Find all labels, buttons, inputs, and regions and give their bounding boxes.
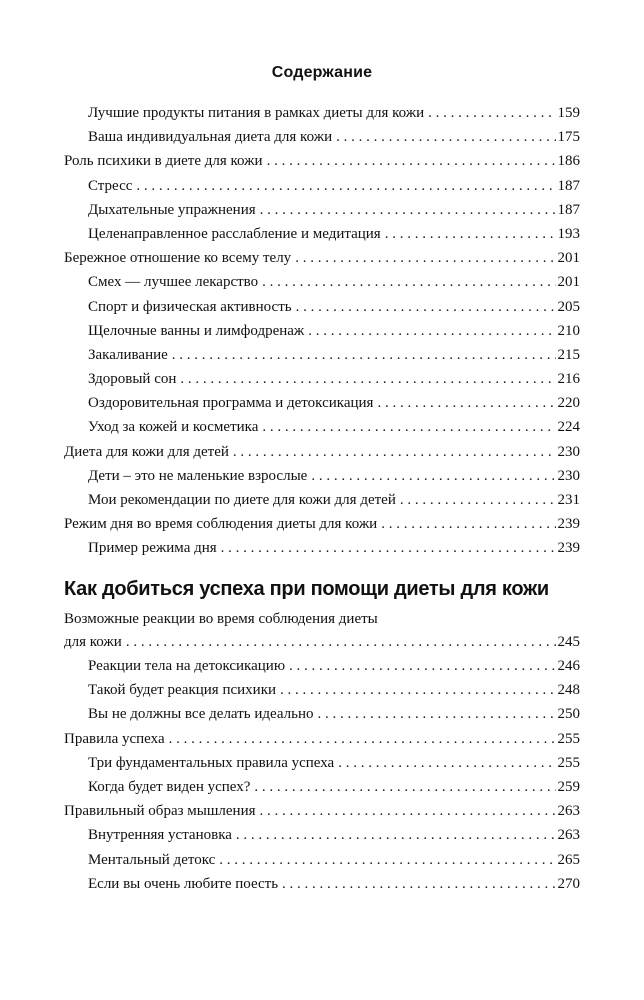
- toc-entry[interactable]: [64, 149, 580, 173]
- dot-leader: [219, 848, 555, 872]
- toc-entry-page: 255: [557, 754, 580, 771]
- toc-entry[interactable]: [64, 222, 580, 246]
- toc-entry-title: Бережное отношение ко всему телу: [64, 250, 292, 267]
- section-heading: Как добиться успеха при помощи диеты для кожи: [64, 578, 549, 600]
- toc-entry-page: 159: [557, 105, 580, 121]
- dot-leader: [126, 630, 556, 654]
- dot-leader: [400, 488, 556, 512]
- toc-list-part1: [64, 101, 580, 561]
- toc-entry-title: Дети – это не маленькие взрослые: [88, 467, 308, 484]
- dot-leader: [280, 678, 555, 702]
- toc-entry-title: Смех — лучшее лекарство: [88, 274, 259, 291]
- toc-entry-page: 210: [557, 322, 580, 339]
- dot-leader: [282, 872, 555, 896]
- dot-leader: [254, 775, 555, 799]
- toc-entry-page: 250: [557, 706, 580, 723]
- dot-leader: [262, 415, 555, 439]
- toc-entry-title: Спорт и физическая активность: [88, 298, 292, 315]
- toc-entry-page: 186: [557, 153, 580, 170]
- toc-entry[interactable]: [64, 415, 580, 439]
- dot-leader: [295, 246, 555, 270]
- toc-entry[interactable]: [64, 512, 580, 536]
- toc-entry-page: 265: [557, 851, 580, 868]
- toc-entry[interactable]: [64, 270, 580, 294]
- toc-entry-title: Дыхательные упражнения: [88, 201, 256, 218]
- toc-entry-page: 220: [557, 395, 580, 412]
- toc-entry-title: Уход за кожей и косметика: [88, 419, 259, 436]
- toc-entry[interactable]: [64, 823, 580, 847]
- toc-list-part2: [64, 608, 580, 896]
- toc-entry[interactable]: [64, 678, 580, 702]
- toc-entry-title: Три фундаментальных правила успеха: [88, 754, 335, 771]
- toc-entry-title: Мои рекомендации по диете для кожи для детей: [88, 492, 396, 508]
- toc-entry-page: 187: [557, 177, 580, 194]
- toc-entry-page: 187: [557, 201, 580, 218]
- dot-leader: [381, 512, 555, 536]
- toc-entry-page: 201: [557, 250, 580, 267]
- toc-entry-title: Пример режима дня: [88, 540, 217, 557]
- dot-leader: [221, 536, 556, 560]
- toc-entry-page: 245: [557, 634, 580, 650]
- toc-entry[interactable]: [64, 440, 580, 464]
- toc-entry-page: 193: [557, 225, 580, 242]
- toc-entry[interactable]: [64, 751, 580, 775]
- toc-entry-page: 263: [557, 827, 580, 844]
- dot-leader: [136, 174, 555, 198]
- toc-entry[interactable]: [64, 464, 580, 488]
- toc-entry-title-line1: Возможные реакции во время соблюдения диеты: [64, 611, 378, 627]
- dot-leader: [317, 702, 555, 726]
- toc-entry[interactable]: [64, 343, 580, 367]
- dot-leader: [428, 101, 555, 125]
- toc-entry[interactable]: [64, 198, 580, 222]
- toc-entry-title: Здоровый сон: [88, 371, 177, 388]
- dot-leader: [236, 823, 556, 847]
- toc-entry-title: Когда будет виден успех?: [88, 778, 251, 795]
- toc-entry-title: Реакции тела на детоксикацию: [88, 658, 286, 674]
- toc-entry[interactable]: [64, 654, 580, 678]
- toc-entry-page: 201: [557, 274, 580, 291]
- toc-entry-title: Целенаправленное расслабление и медитация: [88, 225, 381, 242]
- dot-leader: [336, 125, 555, 149]
- page-header-title: Содержание: [271, 64, 373, 81]
- toc-entry-title: Оздоровительная программа и детоксикация: [88, 395, 374, 412]
- dot-leader: [267, 149, 556, 173]
- toc-entry-title: Внутренняя установка: [88, 827, 232, 844]
- dot-leader: [308, 319, 555, 343]
- toc-entry-title: Щелочные ванны и лимфодренаж: [88, 322, 305, 339]
- toc-entry[interactable]: [64, 319, 580, 343]
- dot-leader: [385, 222, 556, 246]
- toc-entry[interactable]: [64, 488, 580, 512]
- toc-entry-page: 230: [557, 467, 580, 484]
- toc-entry-title: Роль психики в диете для кожи: [64, 153, 263, 170]
- toc-entry-page: 205: [557, 298, 580, 315]
- toc-entry-page: 230: [557, 443, 580, 460]
- toc-entry[interactable]: [64, 391, 580, 415]
- toc-entry[interactable]: [64, 536, 580, 560]
- dot-leader: [169, 727, 556, 751]
- toc-entry[interactable]: [64, 246, 580, 270]
- toc-entry[interactable]: [64, 101, 580, 125]
- toc-entry[interactable]: [64, 125, 580, 149]
- toc-entry-page: 263: [557, 803, 580, 820]
- toc-entry[interactable]: [64, 799, 580, 823]
- toc-entry[interactable]: [64, 608, 580, 654]
- toc-entry-page: 239: [557, 540, 580, 557]
- dot-leader: [260, 198, 556, 222]
- dot-leader: [172, 343, 556, 367]
- toc-entry-page: 248: [557, 682, 580, 699]
- toc-entry-title: Правила успеха: [64, 730, 165, 747]
- toc-entry-page: 239: [557, 516, 580, 533]
- dot-leader: [377, 391, 555, 415]
- toc-entry[interactable]: [64, 872, 580, 896]
- toc-entry-title: Ментальный детокс: [88, 851, 216, 868]
- dot-leader: [233, 440, 556, 464]
- toc-entry-page: 270: [557, 875, 580, 892]
- toc-entry-page: 246: [557, 658, 580, 674]
- dot-leader: [296, 295, 556, 319]
- toc-entry-title: Ваша индивидуальная диета для кожи: [88, 129, 333, 146]
- toc-entry-title: Правильный образ мышления: [64, 803, 256, 820]
- toc-entry-title: Стресс: [88, 177, 133, 194]
- toc-entry-page: 224: [557, 419, 580, 436]
- toc-entry-title: Закаливание: [88, 346, 168, 363]
- toc-entry-page: 259: [557, 778, 580, 795]
- toc-entry-title: Если вы очень любите поесть: [88, 875, 279, 892]
- toc-entry[interactable]: [64, 295, 580, 319]
- toc-entry-title: Режим дня во время соблюдения диеты для кожи: [64, 516, 378, 533]
- toc-entry[interactable]: [64, 775, 580, 799]
- toc-entry-title: Вы не должны все делать идеально: [88, 706, 314, 723]
- toc-entry-title: Такой будет реакция психики: [88, 682, 277, 699]
- toc-entry-page: 216: [557, 371, 580, 388]
- dot-leader: [260, 799, 556, 823]
- toc-entry-title: Диета для кожи для детей: [64, 443, 229, 460]
- dot-leader: [338, 751, 555, 775]
- dot-leader: [262, 270, 555, 294]
- toc-entry-page: 215: [557, 346, 580, 363]
- dot-leader: [180, 367, 555, 391]
- toc-entry[interactable]: [64, 702, 580, 726]
- toc-entry[interactable]: [64, 727, 580, 751]
- toc-entry-title: Лучшие продукты питания в рамках диеты для кожи: [88, 105, 425, 121]
- dot-leader: [289, 654, 555, 678]
- toc-entry-page: 175: [557, 129, 580, 146]
- toc-entry-title-line2: для кожи: [64, 634, 122, 650]
- toc-entry-page: 231: [557, 492, 580, 508]
- toc-entry[interactable]: [64, 848, 580, 872]
- toc-entry-page: 255: [557, 730, 580, 747]
- toc-entry[interactable]: [64, 174, 580, 198]
- dot-leader: [311, 464, 555, 488]
- toc-entry[interactable]: [64, 367, 580, 391]
